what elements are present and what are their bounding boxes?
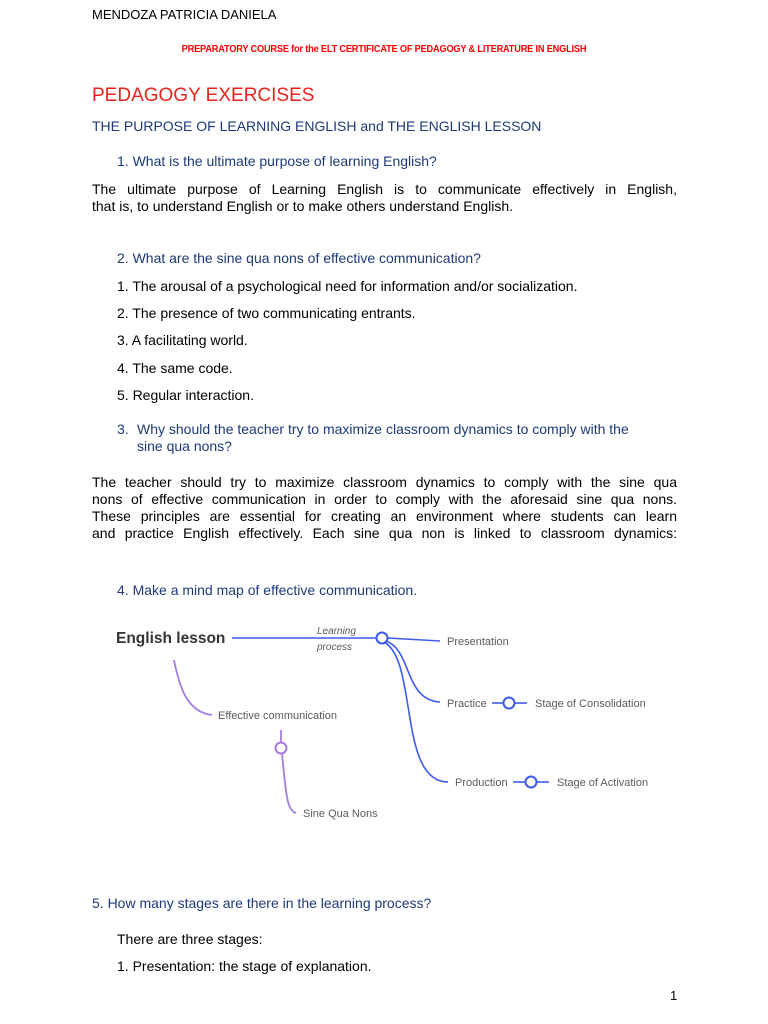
node-english-lesson: English lesson [116,630,226,647]
answer-3-line: and practice English effectively. Each sine qua non is linked to classroom dynamics: [92,525,677,541]
answer-3-line: nons of effective communication in order to comply with the aforesaid sine qua nons. [92,491,677,507]
learning-node-circle [377,633,388,644]
list-item: 1. Presentation: the stage of explanation. [117,958,372,974]
question-2: 2. What are the sine qua nons of effective communication? [117,250,481,266]
edge-production [384,642,448,782]
node-learning-process-line-1: Learning [317,626,356,637]
node-presentation: Presentation [447,636,509,648]
question-3-line-2: sine qua nons? [137,438,232,454]
edge-presentation [388,638,440,641]
node-consolidation: Stage of Consolidation [535,698,646,710]
author-name: MENDOZA PATRICIA DANIELA [92,7,277,22]
answer-1-line-1: The ultimate purpose of Learning English is to communicate effectively in English, [92,181,677,197]
list-item: 3. A facilitating world. [117,332,248,348]
list-item: 4. The same code. [117,360,233,376]
course-subtitle: PREPARATORY COURSE for the ELT CERTIFICATE OF PEDAGOGY & LITERATURE IN ENGLISH [181,44,587,55]
edge-root-effective [174,660,212,715]
question-4: 4. Make a mind map of effective communication. [117,582,418,598]
question-3-line-1: Why should the teacher try to maximize classroom dynamics to comply with the [137,421,629,437]
list-item: 2. The presence of two communicating entrants. [117,305,416,321]
page-title: PEDAGOGY EXERCISES [92,85,315,106]
node-sine-qua-nons: Sine Qua Nons [303,808,378,820]
list-item: 1. The arousal of a psychological need for information and/or socialization. [117,278,578,294]
node-production: Production [455,777,508,789]
answer-3-line: These principles are essential for creating an environment where students can learn [92,508,677,524]
answer-5: There are three stages: [117,931,263,947]
question-5: 5. How many stages are there in the learning process? [92,895,432,911]
production-node-circle [526,777,537,788]
edge-effective-sinequanons [282,754,296,813]
edge-practice [386,641,440,702]
answer-3-line: The teacher should try to maximize classroom dynamics to comply with the sine qua [92,474,677,490]
practice-node-circle [504,698,515,709]
node-activation: Stage of Activation [557,777,649,789]
node-learning-process-line-2: process [317,642,353,653]
question-1: 1. What is the ultimate purpose of learning English? [117,153,437,169]
section-heading: THE PURPOSE OF LEARNING ENGLISH and THE ENGLISH LESSON [92,118,542,134]
page-number: 1 [670,988,678,1003]
question-3-number: 3. [117,421,129,437]
effective-node-circle [276,743,287,754]
answer-1-line-2: that is, to understand English or to make others understand English. [92,198,514,214]
list-item: 5. Regular interaction. [117,387,254,403]
node-practice: Practice [447,698,487,710]
node-effective-communication: Effective communication [218,710,338,722]
